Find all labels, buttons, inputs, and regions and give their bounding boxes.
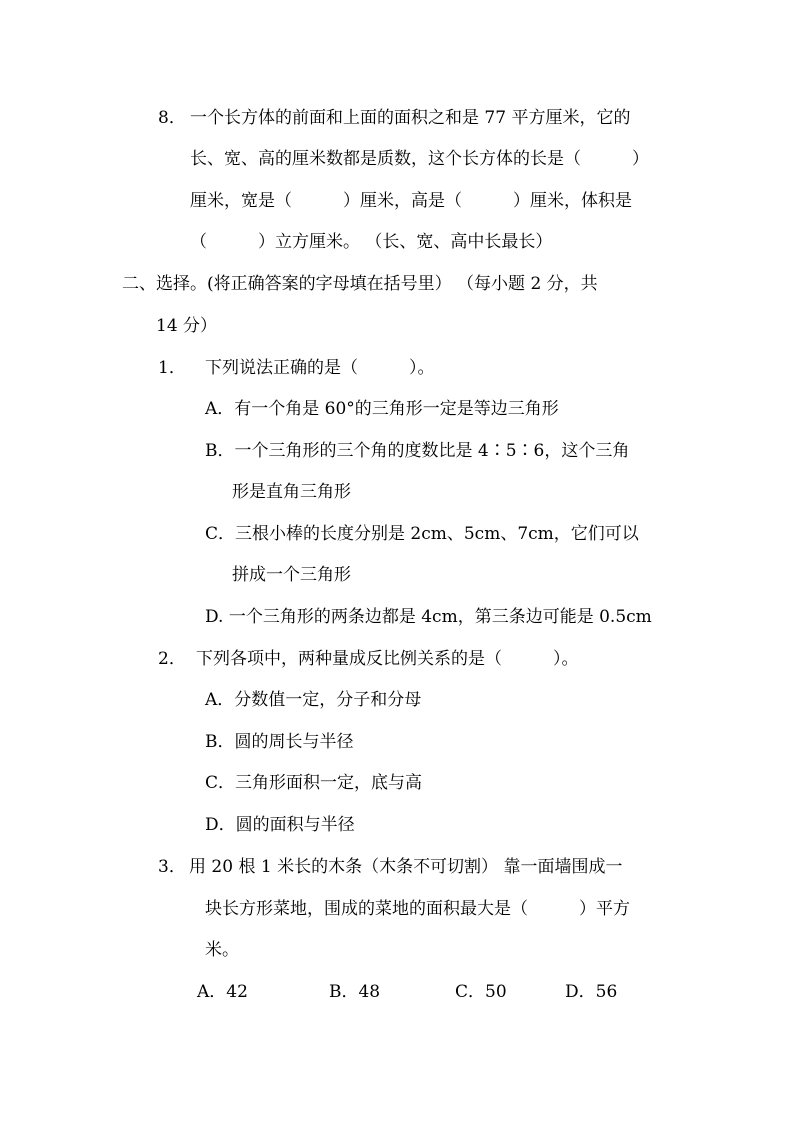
- choice-2-number: 2．: [158, 649, 186, 669]
- choice-3-option-a: A．42: [197, 982, 248, 1002]
- choice-2-option-c: C．三角形面积一定，底与高: [205, 773, 423, 793]
- choice-2-option-a: A．分数值一定，分子和分母: [205, 690, 422, 710]
- choice-1-option-b: B．一个三角形的三个角的度数比是 4∶5∶6，这个三角: [205, 441, 630, 461]
- question-8-line-4: （ ）立方厘米。 （长、宽、高中长最长）: [190, 232, 553, 252]
- question-8-line-1: 一个长方体的前面和上面的面积之和是 77 平方厘米，它的: [190, 108, 631, 128]
- choice-1-option-a: A．有一个角是 60°的三角形一定是等边三角形: [205, 399, 559, 419]
- question-8-number: 8．: [158, 108, 186, 128]
- choice-1-option-c: C．三根小棒的长度分别是 2cm、5cm、7cm，它们可以: [205, 524, 639, 544]
- choice-1-option-c-cont: 拼成一个三角形: [232, 565, 351, 585]
- choice-2-stem: 下列各项中，两种量成反比例关系的是（ ）。: [196, 649, 579, 669]
- choice-2-option-d: D．圆的面积与半径: [205, 815, 355, 835]
- choice-3-option-b: B．48: [329, 982, 381, 1002]
- section-2-heading-cont: 14 分）: [156, 316, 218, 336]
- section-2-heading: 二、选择。(将正确答案的字母填在括号里） （每小题 2 分，共: [122, 274, 598, 294]
- choice-1-option-d: D. 一个三角形的两条边都是 4cm，第三条边可能是 0.5cm: [205, 607, 652, 627]
- choice-3-line-2: 块长方形菜地，围成的菜地的面积最大是（ ）平方: [205, 899, 630, 919]
- choice-1-number: 1．: [158, 358, 186, 378]
- choice-1-stem: 下列说法正确的是（ ）。: [205, 358, 435, 378]
- question-8-line-2: 长、宽、高的厘米数都是质数，这个长方体的长是（ ）: [190, 149, 649, 169]
- choice-3-option-d: D．56: [565, 982, 618, 1002]
- choice-1-option-b-cont: 形是直角三角形: [232, 482, 351, 502]
- choice-3-number: 3．: [158, 857, 186, 877]
- choice-3-line-1: 用 20 根 1 米长的木条（木条不可切割） 靠一面墙围成一: [189, 857, 623, 877]
- question-8-line-3: 厘米，宽是（ ）厘米，高是（ ）厘米，体积是: [190, 191, 632, 211]
- choice-3-line-3: 米。: [205, 940, 239, 960]
- choice-2-option-b: B．圆的周长与半径: [205, 732, 354, 752]
- choice-3-option-c: C．50: [455, 982, 507, 1002]
